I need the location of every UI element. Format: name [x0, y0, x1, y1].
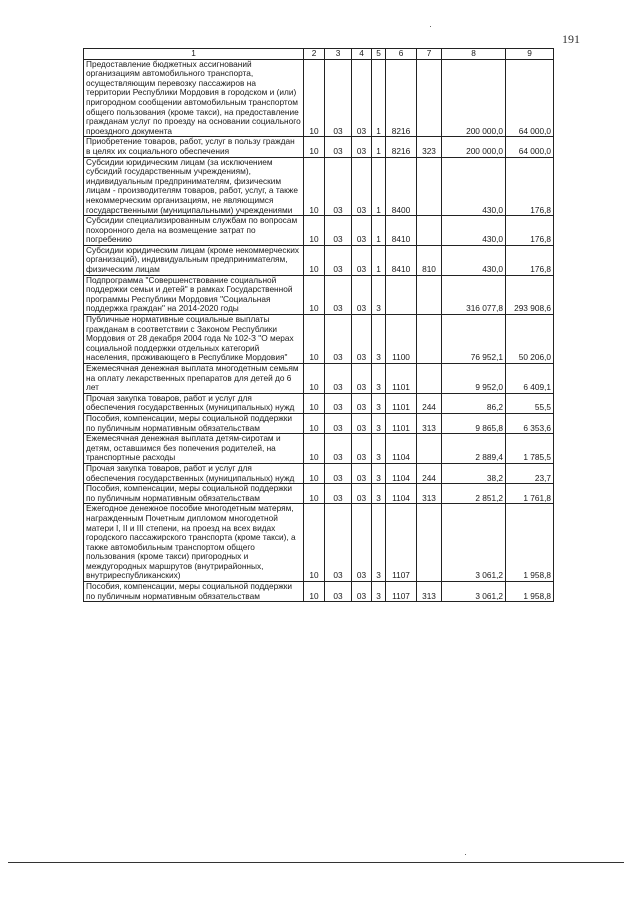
cell-col-4: 03 [352, 315, 372, 364]
cell-col-5: 3 [372, 393, 386, 413]
row-description: Ежемесячная денежная выплата многодетным семьям на оплату лекарственных препаратов для детей до 6 лет [84, 364, 304, 394]
row-description: Пособия, компенсации, меры социальной поддержки по публичным нормативным обязательствам [84, 484, 304, 504]
cell-col-9: 1 761,8 [506, 484, 554, 504]
row-description: Прочая закупка товаров, работ и услуг для обеспечения государственных (муниципальных) нужд [84, 463, 304, 483]
row-description: Ежемесячная денежная выплата детям-сиротам и детям, оставшимся без попечения родителей, на транспортные расходы [84, 434, 304, 464]
scan-speck [430, 26, 431, 27]
cell-col-6: 8410 [386, 245, 417, 275]
cell-col-2: 10 [304, 275, 325, 314]
cell-col-9: 176,8 [506, 157, 554, 216]
cell-col-6: 1104 [386, 484, 417, 504]
cell-col-5: 3 [372, 364, 386, 394]
cell-col-6: 1101 [386, 364, 417, 394]
row-description: Ежегодное денежное пособие многодетным матерям, награжденным Почетным дипломом многодетной матери I, II и III степени, на проезд на всех видах городского пассажирского транспорта (кроме такси), а также автомобильным транспортом общего пользования (кроме такси) пригородных и междугородных маршрутов (внутрирайонных, внутриреспубликанских) [84, 504, 304, 582]
cell-col-9: 1 785,5 [506, 434, 554, 464]
cell-col-4: 03 [352, 157, 372, 216]
cell-col-7: 313 [417, 413, 442, 433]
cell-col-2: 10 [304, 157, 325, 216]
table-row [84, 216, 554, 246]
cell-col-7 [417, 364, 442, 394]
cell-col-9: 64 000,0 [506, 137, 554, 157]
cell-col-8: 76 952,1 [442, 315, 506, 364]
table-row [84, 434, 554, 464]
cell-col-7: 313 [417, 484, 442, 504]
cell-col-4: 03 [352, 413, 372, 433]
table-row [84, 245, 554, 275]
cell-col-7 [417, 157, 442, 216]
cell-col-6: 1101 [386, 393, 417, 413]
cell-col-5: 1 [372, 245, 386, 275]
cell-col-7 [417, 216, 442, 246]
column-header-8: 8 [442, 49, 506, 60]
cell-col-8: 2 889,4 [442, 434, 506, 464]
row-description: Подпрограмма "Совершенствование социальной поддержки семьи и детей" в рамках Государственной программы Республики Мордовия "Социальная поддержка граждан" на 2014-2020 годы [84, 275, 304, 314]
column-header-5: 5 [372, 49, 386, 60]
column-header-9: 9 [506, 49, 554, 60]
cell-col-8: 38,2 [442, 463, 506, 483]
column-header-2: 2 [304, 49, 325, 60]
cell-col-5: 3 [372, 275, 386, 314]
cell-col-2: 10 [304, 59, 325, 137]
row-description: Предоставление бюджетных ассигнований организациям автомобильного транспорта, осуществляющим перевозку пассажиров на территории Республики Мордовия в городском и (или) пригородном сообщении автомобильным транспортом общего пользования (кроме такси), на предоставление гражданам услуг по проезду на основании социального проездного документа [84, 59, 304, 137]
cell-col-5: 3 [372, 315, 386, 364]
cell-col-3: 03 [325, 364, 352, 394]
table-row [84, 393, 554, 413]
cell-col-9: 1 958,8 [506, 504, 554, 582]
cell-col-6 [386, 275, 417, 314]
cell-col-2: 10 [304, 137, 325, 157]
cell-col-5: 1 [372, 59, 386, 137]
table-row [84, 582, 554, 602]
cell-col-9: 55,5 [506, 393, 554, 413]
row-description: Пособия, компенсации, меры социальной поддержки по публичным нормативным обязательствам [84, 413, 304, 433]
column-header-7: 7 [417, 49, 442, 60]
row-description: Приобретение товаров, работ, услуг в пользу граждан в целях их социального обеспечения [84, 137, 304, 157]
cell-col-6: 1107 [386, 504, 417, 582]
cell-col-4: 03 [352, 582, 372, 602]
cell-col-4: 03 [352, 504, 372, 582]
cell-col-6: 1104 [386, 434, 417, 464]
cell-col-8: 430,0 [442, 216, 506, 246]
cell-col-9: 293 908,6 [506, 275, 554, 314]
cell-col-6: 8410 [386, 216, 417, 246]
cell-col-3: 03 [325, 484, 352, 504]
cell-col-3: 03 [325, 582, 352, 602]
cell-col-2: 10 [304, 463, 325, 483]
cell-col-5: 3 [372, 434, 386, 464]
page-number: 191 [562, 32, 580, 46]
cell-col-7: 244 [417, 393, 442, 413]
cell-col-2: 10 [304, 434, 325, 464]
scan-speck [465, 854, 466, 855]
cell-col-4: 03 [352, 216, 372, 246]
row-description: Субсидии юридическим лицам (кроме некоммерческих организаций), индивидуальным предпринимателям, физическим лицам [84, 245, 304, 275]
row-description: Субсидии специализированным службам по вопросам похоронного дела на возмещение затрат по погребению [84, 216, 304, 246]
cell-col-9: 64 000,0 [506, 59, 554, 137]
cell-col-9: 176,8 [506, 245, 554, 275]
cell-col-5: 3 [372, 463, 386, 483]
cell-col-3: 03 [325, 245, 352, 275]
cell-col-5: 3 [372, 413, 386, 433]
cell-col-3: 03 [325, 59, 352, 137]
cell-col-4: 03 [352, 463, 372, 483]
cell-col-8: 2 851,2 [442, 484, 506, 504]
cell-col-8: 9 952,0 [442, 364, 506, 394]
cell-col-3: 03 [325, 434, 352, 464]
table-row [84, 463, 554, 483]
column-header-3: 3 [325, 49, 352, 60]
cell-col-2: 10 [304, 315, 325, 364]
cell-col-6: 1104 [386, 463, 417, 483]
cell-col-2: 10 [304, 504, 325, 582]
cell-col-8: 86,2 [442, 393, 506, 413]
cell-col-8: 9 865,8 [442, 413, 506, 433]
cell-col-7 [417, 434, 442, 464]
cell-col-3: 03 [325, 504, 352, 582]
cell-col-4: 03 [352, 393, 372, 413]
cell-col-3: 03 [325, 393, 352, 413]
row-description: Прочая закупка товаров, работ и услуг для обеспечения государственных (муниципальных) нужд [84, 393, 304, 413]
cell-col-9: 176,8 [506, 216, 554, 246]
column-header-6: 6 [386, 49, 417, 60]
cell-col-8: 3 061,2 [442, 504, 506, 582]
cell-col-4: 03 [352, 434, 372, 464]
column-header-1: 1 [84, 49, 304, 60]
cell-col-8: 430,0 [442, 245, 506, 275]
table-row [84, 484, 554, 504]
table-row [84, 504, 554, 582]
budget-table [83, 48, 554, 602]
cell-col-2: 10 [304, 393, 325, 413]
cell-col-7: 810 [417, 245, 442, 275]
cell-col-2: 10 [304, 413, 325, 433]
cell-col-9: 23,7 [506, 463, 554, 483]
cell-col-4: 03 [352, 364, 372, 394]
cell-col-2: 10 [304, 484, 325, 504]
cell-col-8: 3 061,2 [442, 582, 506, 602]
cell-col-9: 6 409,1 [506, 364, 554, 394]
cell-col-2: 10 [304, 245, 325, 275]
cell-col-7 [417, 59, 442, 137]
cell-col-6: 8216 [386, 137, 417, 157]
table-header-row [84, 49, 554, 60]
cell-col-3: 03 [325, 157, 352, 216]
cell-col-8: 200 000,0 [442, 137, 506, 157]
cell-col-6: 8216 [386, 59, 417, 137]
cell-col-4: 03 [352, 59, 372, 137]
cell-col-9: 1 958,8 [506, 582, 554, 602]
cell-col-2: 10 [304, 364, 325, 394]
cell-col-5: 3 [372, 484, 386, 504]
row-description: Субсидии юридическим лицам (за исключением субсидий государственным учреждениям), индивидуальным предпринимателям, физическим лицам - производителям товаров, работ, услуг, а также некоммерческим организациям, не являющимся государственными (муниципальными) учреждениями [84, 157, 304, 216]
cell-col-7: 313 [417, 582, 442, 602]
cell-col-5: 1 [372, 216, 386, 246]
table-row [84, 364, 554, 394]
cell-col-3: 03 [325, 275, 352, 314]
cell-col-2: 10 [304, 216, 325, 246]
cell-col-8: 316 077,8 [442, 275, 506, 314]
cell-col-9: 50 206,0 [506, 315, 554, 364]
cell-col-5: 1 [372, 137, 386, 157]
cell-col-3: 03 [325, 137, 352, 157]
cell-col-3: 03 [325, 463, 352, 483]
cell-col-7: 323 [417, 137, 442, 157]
cell-col-4: 03 [352, 245, 372, 275]
cell-col-7: 244 [417, 463, 442, 483]
cell-col-6: 1107 [386, 582, 417, 602]
bottom-divider [8, 862, 624, 863]
cell-col-7 [417, 315, 442, 364]
cell-col-4: 03 [352, 275, 372, 314]
table-row [84, 413, 554, 433]
table-row [84, 137, 554, 157]
cell-col-5: 3 [372, 582, 386, 602]
table-row [84, 157, 554, 216]
cell-col-9: 6 353,6 [506, 413, 554, 433]
table-body [84, 59, 554, 602]
table-row [84, 275, 554, 314]
cell-col-7 [417, 275, 442, 314]
cell-col-2: 10 [304, 582, 325, 602]
row-description: Публичные нормативные социальные выплаты гражданам в соответствии с Законом Республики Мордовия от 28 декабря 2004 года № 102-З "О мерах социальной поддержки отдельных категорий населения, проживающего в Республике Мордовия" [84, 315, 304, 364]
cell-col-5: 3 [372, 504, 386, 582]
cell-col-5: 1 [372, 157, 386, 216]
cell-col-6: 1101 [386, 413, 417, 433]
cell-col-3: 03 [325, 413, 352, 433]
cell-col-4: 03 [352, 484, 372, 504]
cell-col-6: 8400 [386, 157, 417, 216]
row-description: Пособия, компенсации, меры социальной поддержки по публичным нормативным обязательствам [84, 582, 304, 602]
cell-col-4: 03 [352, 137, 372, 157]
cell-col-8: 200 000,0 [442, 59, 506, 137]
cell-col-8: 430,0 [442, 157, 506, 216]
cell-col-7 [417, 504, 442, 582]
cell-col-6: 1100 [386, 315, 417, 364]
column-header-4: 4 [352, 49, 372, 60]
cell-col-3: 03 [325, 216, 352, 246]
cell-col-3: 03 [325, 315, 352, 364]
table-row [84, 59, 554, 137]
table-row [84, 315, 554, 364]
